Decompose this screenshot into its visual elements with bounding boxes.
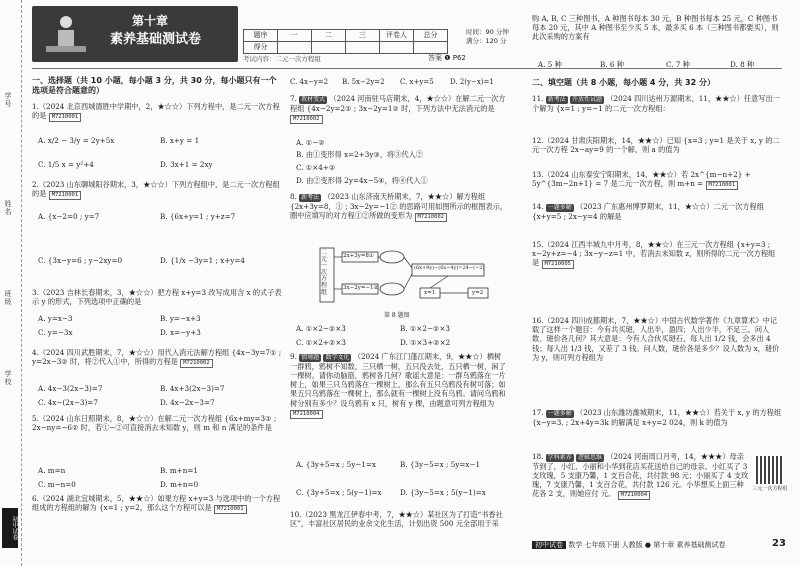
flow-left-label: 二元一次方程组 <box>321 249 328 296</box>
q18-tag: 学科素养 <box>547 454 572 461</box>
q2-stem: 2.（2023 山东聊城阳谷期末，3，★☆☆）下列方程组中，是二元一次方程组的是 <box>32 180 280 199</box>
question-17 <box>532 408 782 427</box>
question-13 <box>532 170 782 190</box>
q8-option-a: A. ①×2−②×3 <box>296 324 346 333</box>
binding-strip <box>0 0 22 566</box>
q15-stem: 15.（2024 江西丰城九中月考，8，★★☆）在三元一次方程组 {x+y=3 ; x−2y+z=−4 ; 3x−y−z=1 中，若消去未知数 z，则所得的二元一次方程组是 <box>532 240 776 268</box>
q1-option-a: A. x/2 − 3/y = 2y+5x <box>38 136 115 145</box>
q2-option-c: C. {3x−y=6 ; y−2xy=0 <box>38 256 123 265</box>
score-cell <box>346 42 380 54</box>
footer-text: 数学 七年级下册 人教版 ● 第十章 素养基础测试卷 <box>568 541 726 549</box>
page-number: 23 <box>772 538 786 549</box>
score-cell: 总分 <box>414 30 448 42</box>
footer-brand: 初中试卷 <box>532 541 566 549</box>
q13-code: M7210001 <box>706 181 739 190</box>
q11-tag: 新考法 <box>547 96 566 103</box>
question-2 <box>32 180 282 200</box>
q1-stem: 1.（2024 北京西城德胜中学期中，2，★☆☆）下列方程中，是二元一次方程的是 <box>32 102 280 121</box>
question-12: 12.（2024 甘肃庆阳期末，14，★★☆）已知 {x=3 ; y=1 是关于 x, y 的二元一次方程 2x−ay=9 的一个解，则 a 的值为 <box>532 136 780 155</box>
score-cell <box>414 42 448 54</box>
q6-stem: 6.（2024 湖北宜城期末，5，★★☆）如果方程 x+y=3 与选项中的一个方程组成的方程组的解为 {x=1 ; y=2，那么这个方程可以是 <box>32 494 281 513</box>
q8-number: 8. <box>290 192 297 201</box>
q3-option-d: D. x=−y+3 <box>160 328 201 337</box>
q13-stem: 13.（2024 山东泰安宁阳期末，14，★★☆）若 2x^{m−n+2} + 5y^{3m−2n+1} = 7 是二元一次方程，则 m+n = <box>532 170 751 189</box>
question-11 <box>532 94 782 113</box>
name-label: 姓名 <box>3 200 12 216</box>
q18-tag2: 逻辑思维 <box>578 454 603 461</box>
q4-option-b: B. 4x+3(2x−3)=7 <box>160 384 225 393</box>
q5-option-b: B. m+n=1 <box>160 466 198 475</box>
q8-option-b: B. ①×2−②×3 <box>400 324 450 333</box>
q17-stem: （2023 山东潍坊潍城期末，11，★★☆）若关于 x, y 的方程组 {x−y=3, ; 2x+4y=3k 的解满足 x+y=2 024，则 k 的值为 <box>532 408 782 427</box>
student-figure-icon <box>42 12 90 56</box>
q2-option-d: D. {1/x −3y=1 ; x+y=4 <box>160 256 245 265</box>
q14-number: 14. <box>532 202 544 211</box>
page-footer <box>532 541 725 550</box>
q2-option-a: A. {x−2=0 ; y=7 <box>38 212 100 221</box>
score-table <box>243 29 448 54</box>
q14-tag: 一题多解 <box>547 204 572 211</box>
question-16: 16.（2024 四川成都期末，7，★★☆）中国古代数学著作《九章算术》中记载了这样一个题目：今有共买琎，人出半，盈四；人出少半，不足三。问人数、琎价各几何？其大意是：今有人合伙买琎石，每人出 1/2 钱，会多出 4 钱；每人出 1/3 钱，又差了 3 钱。问人数，琎价各是多少？设人数为 x，琎价为 y，则可列方程组为 <box>532 316 780 362</box>
q14-stem: （2023 广东惠州博罗期末，11，★☆☆）二元一次方程组 {x+y=5 ; 2x−y=4 的解是 <box>532 202 764 221</box>
q10-option-a: A. 5 种 <box>538 60 562 69</box>
q3-option-b: B. y=−x+3 <box>160 314 201 323</box>
chapter-number: 第十章 <box>132 14 169 28</box>
school-label: 学校 <box>3 370 12 386</box>
question-8 <box>290 192 508 222</box>
question-3: 3.（2023 吉林长春期末，3，★☆☆）把方程 x+y=3 改写成用含 x 的式子表示 y 的形式，下列选项中正确的是 <box>32 288 282 307</box>
flow-caption: 第 8 题图 <box>384 312 410 319</box>
score-cell: 得分 <box>244 42 278 54</box>
section-2-title: 二、填空题（共 8 小题，每小题 4 分，共 32 分） <box>532 78 715 87</box>
q2-code: M7210001 <box>49 191 82 200</box>
student-id-label: 学号 <box>3 92 12 108</box>
q11-number: 11. <box>532 94 544 103</box>
q7-number: 7. <box>290 94 297 103</box>
flow-x: x=1 <box>424 290 436 296</box>
page-title: 素养基础测试卷 <box>110 32 202 47</box>
score-cell: 三 <box>346 30 380 42</box>
q4-option-a: A. 4x−3(2x−3)=7 <box>38 384 103 393</box>
question-18 <box>532 452 750 500</box>
question-4 <box>32 348 282 368</box>
q9-option-b: B. {3y−5=x ; 5y=x−1 <box>400 460 481 469</box>
qr-code-icon[interactable] <box>756 456 784 484</box>
q9-option-c: C. {3y+5=x ; 5(y−1)=x <box>296 488 382 497</box>
score-cell: 二 <box>312 30 346 42</box>
q9-stem: （2024 广东江门蓬江期末，9，★★☆）栖树一群鸦，鸦树不知数，三只栖一树，五只没去处，五只栖一树，闲了一棵树。请你动脑筋，鸦树各几何？歌谣大意是：一群乌鸦落在一片树上，如果三只乌鸦落在一棵树上，那么有五只乌鸦没有树可落；如果五只乌鸦落在一棵树上，那么就有一棵树上没有乌鸦。请问乌鸦和树分别有多少？设乌鸦有 x 只，树有 y 棵，由题意可列方程组为 <box>290 352 506 408</box>
question-5: 5.（2024 山东日照期末，8，★☆☆）在解二元一次方程组 {6x+my=3① ; 2x−ny=−6② 时，若①−②可直接消去未知数 y，则 m 和 n 满足的条件是 <box>32 414 277 433</box>
score-cell <box>380 42 414 54</box>
question-7 <box>290 94 508 124</box>
q4-code: M7210002 <box>180 359 213 368</box>
q4-option-d: D. 4x−2x−3=7 <box>160 398 215 407</box>
chapter-banner <box>32 6 238 62</box>
q3-option-c: C. y=−3x <box>38 328 73 337</box>
q9-option-d: D. {3y−5=x ; 5(y−1)=x <box>400 488 486 497</box>
time-info <box>466 28 509 46</box>
flow-eq2: 3x−2y=−1② <box>343 285 379 291</box>
q18-stem: （2024 河南周口月考，14，★★★）母亲节到了，小红、小丽和小华到花店买花送给自己的母亲。小红买了 3 支玫瑰，5 支康乃馨，1 支百合花，共付款 98 元；小丽买了 4 支玫瑰，7 支康乃馨，1 支百合花，共付款 126 元。小华想买上面三种花各 2 支，则她应付 <box>532 452 749 499</box>
q9-number: 9. <box>290 352 297 361</box>
question-14 <box>532 202 782 221</box>
question-6 <box>32 494 282 514</box>
flow-mid: (6x+9y)−(6x−4y)=24−(−2) <box>414 265 485 271</box>
q7-stem: （2024 河南驻马店期末，4，★☆☆）在解二元一次方程组 {4x−2y=2① ; 3x−2y=1② 时，下列方法中无法消元的是 <box>290 94 506 113</box>
q7-option-d: D. 由②变形得 2y=4x−5④，将④代入① <box>296 176 428 185</box>
q1-option-b: B. x+y = 1 <box>160 136 200 145</box>
q9-option-a: A. {3y+5=x ; 5y−1=x <box>296 460 376 469</box>
q11-stem: （2024 四川达州万源期末，11，★★☆）任意写出一个解为 {x=1 ; y=−1 的二元一次方程组： <box>532 94 780 113</box>
q17-tag: 一题多解 <box>547 410 572 417</box>
q5-option-d: D. m+n=0 <box>160 480 199 489</box>
q5-option-c: C. m−n=0 <box>38 480 76 489</box>
exam-page: 学号 姓名 班级 学校 初中试卷 第十章 素养基础测试卷 题序 一 二 三 评卷人 总分 得分 时间：90 分钟 满分：120 分 考试内容：二元一次方程组 答案 ❶ P62 一、选择题（共 10 小题，每小题 3 分，共 30 分，每小题只有一个选项是符合题意的） 1.（2024 北京西城德胜中学期中，2，★☆☆）下列方程中，是二元一次方程的是 M7210001 A. x/2 − 3/y = 2y+5x B. x+y = 1 C. 1/5 x = y²+4 D. 3x+1 = 2xy 2.（2023 山东聊城阳谷期末，3，★☆☆）下列方程组中，是二元一次方程组的是 M7210001 A. {x−2=0 ; y=7 B. {6x+y=1 ; y+z=7 C. {3x−y=6 ; y−2xy=0 D. {1/x −3y=1 ; x+y=4 3.（2023 吉林长春期末，3，★☆☆）把方程 x+y=3 改写成用含 x 的式子表示 y 的形式，下列选项中正确的是 A. y=x−3 B. y=−x+3 C. y=−3x D. x=−y+3 4.（2024 四川武胜期末，7，★☆☆）用代入消元法解方程组 {4x−3y=7① ; y=2x−3② 时，将②代入①中，所得的方程是 M7210002 A. 4x−3(2x−3)=7 B. 4x+3(2x−3)=7 C. 4x−(2x−3)=7 D. 4x−2x−3=7 5.（2024 山东日照期末，8，★☆☆）在解二元一次方程组 {6x+my=3① ; 2x−ny=−6② 时，若①−②可直接消去未知数 y，则 m 和 n 满足的条件是 A. m=n B. m+n=1 C. m−n=0 D. m+n=0 6.（2024 湖北宜城期末，5，★★☆）如果方程 x+y=3 与选项中的一个方程组成的方程组的解为 {x=1 ; y=2，那么这个方程可以是 M7210001 C. 4x−y=2 B. 5x−2y=2 C. x+y=5 D. 2(y−x)=1 7. 教材变式 （2024 河南驻马店期末，4，★☆☆）在解二元一次方程组 {4x−2y=2① ; 3x−2y=1② 时，下列方法中无法消元的是 M7210002 A. ①−② B. 由①变形得 x=2+3y③，将③代入② C. ①×4+② D. 由②变形得 2y=4x−5④，将④代入① 8. 新考法 （2023 山东济南天桥期末，7，★★☆）解方程组 {2x+3y=8，① ; 3x−2y=−1② 的思路可用如图所示的框图表示，圈中应填写的对方程①②所做的变形为 M7210002 二元一次方程组 2x+3y=8① 3x−2y=−1② (6x+9y)−(6x−4y)=24−(−2) x=1 y=2 第 8 题图 A. ①×2−②×3 B. ①×2−②×3 C. ①×2+②×3 D. ①×3+②×2 9. 情境题 数学文化 （2024 广东江门蓬江期末，9，★★☆）栖树一群鸦，鸦树不知数，三只栖一树，五只没去处，五只栖一树，闲了一棵树。请你动脑筋，鸦树各几何？歌谣大意是：一群乌鸦落在一片树上，如果三只乌鸦落在一棵树上，那么有五只乌鸦没有树可落；如果五只乌鸦落在一棵树上，那么就有一棵树上没有乌鸦。请问乌鸦和树分别有多少？设乌鸦有 x 只，树有 y 棵，由题意可列方程组为 M7210004 A. {3y+5=x ; 5y−1=x B. {3y−5=x ; 5y=x−1 C. {3y+5=x ; 5(y−1)=x D. {3y−5=x ; 5(y−1)=x 10.（2023 黑龙江伊春中考，7，★★☆）某社区为了打造“书香社区”，丰富社区居民的业余文化生活，计划出资 500 元全部用于采 购 A, B, C 三种图书，A 种图书每本 30 元，B 种图书每本 25 元，C 种图书每本 20 元，其中 A 种图书至少买 5 本，最多买 6 本（三种图书都要买），则此次采购的方案有 A. 5 种 B. 6 种 C. 7 种 D. 8 种 二、填空题（共 8 小题，每小题 4 分，共 32 分） 11. 新考法 开放性试题 （2024 四川达州万源期末，11，★★☆）任意写出一个解为 {x=1 ; y=−1 的二元一次方程组： 12.（2024 甘肃庆阳期末，14，★★☆）已知 {x=3 ; y=1 是关于 x, y 的二元一次方程 2x−ay=9 的一个解，则 a 的值为 13.（2024 山东泰安宁阳期末，14，★★☆）若 2x^{m−n+2} + 5y^{3m−2n+1} = 7 是二元一次方程，则 m+n = M7210001 14. 一题多解 （2023 广东惠州博罗期末，11，★☆☆）二元一次方程组 {x+y=5 ; 2x−y=4 的解是 15.（2024 江西丰城九中月考，8，★★☆）在三元一次方程组 {x+y=3 ; x−2y+z=−4 ; 3x−y−z=1 中，若消去未知数 z，则所得的二元一次方程组是 M7210005 16.（2024 四川成都期末，7，★★☆）中国古代数学著作《九章算术》中记载了这样一个题目：今有共买琎，人出半，盈四；人出少半，不足三。问人数、琎价各几何？其大意是：今有人合伙买琎石，每人出 1/2 钱，会多出 4 钱；每人出 1/3 钱，又差了 3 钱。问人数，琎价各是多少？设人数为 x，琎价为 y，则可列方程组为 17. 一题多解 （2023 山东潍坊潍城期末，11，★★☆）若关于 x, y 的方程组 {x−y=3, ; 2x+4y=3k 的解满足 x+y=2 024，则 k 的值为 18. 学科素养 逻辑思维 （2024 河南周口月考，14，★★★）母亲节到了，小红、小丽和小华到花店买花送给自己的母亲。小红买了 3 支玫瑰，5 支康乃馨，1 支百合花，共付款 98 元；小丽买了 4 支玫瑰，7 支康乃馨，1 支百合花，共付款 126 元。小华想买上面三种花各 2 支，则她应付 元。 M7210004 三元一次方程组 初中试卷 数学 七年级下册 人教版 ● 第十章 素养基础测试卷 23 <box>0 0 800 566</box>
publisher-logo: 初中试卷 <box>2 508 18 548</box>
q3-option-a: A. y=x−3 <box>38 314 73 323</box>
q7-code: M7210002 <box>290 115 323 124</box>
question-10: 10.（2023 黑龙江伊春中考，7，★★☆）某社区为了打造“书香社区”，丰富社区居民的业余文化生活，计划出资 500 元全部用于采 <box>290 510 503 529</box>
q5-option-a: A. m=n <box>38 466 66 475</box>
section-1-title: 一、选择题（共 10 小题，每小题 3 分，共 30 分，每小题只有一个选项是符合题意的） <box>32 76 277 96</box>
q7-tag: 教材变式 <box>301 96 326 103</box>
q9-tag: 情境题 <box>301 354 320 361</box>
q9-code: M7210004 <box>290 410 323 419</box>
q7-option-b: B. 由①变形得 x=2+3y③，将③代入② <box>296 150 423 159</box>
q15-code: M7210005 <box>542 260 575 269</box>
q6-code: M7210001 <box>214 505 247 514</box>
q7-option-c: C. ①×4+② <box>296 163 336 172</box>
exam-scope: 考试内容：二元一次方程组 <box>243 55 321 63</box>
q9-tag2: 数学文化 <box>325 354 350 361</box>
score-cell <box>278 42 312 54</box>
q8-option-d: D. ①×3+②×2 <box>400 338 451 347</box>
q18-code: M7210004 <box>618 491 651 500</box>
time-limit: 时间：90 分钟 <box>466 28 509 36</box>
q1-code: M7210001 <box>49 113 82 122</box>
q18-number: 18. <box>532 452 544 461</box>
q10-continued: 购 A, B, C 三种图书，A 种图书每本 30 元，B 种图书每本 25 元，C 种图书每本 20 元，其中 A 种图书至少买 5 本，最多买 6 本（三种图书都要买），则此次采购的方案有 <box>532 14 779 42</box>
answer-ref: 答案 ❶ P62 <box>428 54 466 62</box>
q11-tag2: 开放性试题 <box>572 96 603 103</box>
score-cell: 评卷人 <box>380 30 414 42</box>
q8-option-c: C. ①×2+②×3 <box>296 338 346 347</box>
q10-option-b: B. 6 种 <box>600 60 624 69</box>
class-label: 班级 <box>3 290 12 306</box>
question-9 <box>290 352 508 419</box>
q8-tag: 新考法 <box>301 194 320 201</box>
score-cell: 题序 <box>244 30 278 42</box>
q8-stem: （2023 山东济南天桥期末，7，★★☆）解方程组 {2x+3y=8，① ; 3x−2y=−1② 的思路可用如图所示的框图表示，圈中应填写的对方程①②所做的变形为 <box>290 192 508 220</box>
q2-option-b: B. {6x+y=1 ; y+z=7 <box>160 212 236 221</box>
q8-code: M7210002 <box>415 213 448 222</box>
score-cell: 一 <box>278 30 312 42</box>
question-1 <box>32 102 282 122</box>
q4-option-c: C. 4x−(2x−3)=7 <box>38 398 98 407</box>
full-score: 满分：120 分 <box>466 36 507 45</box>
q17-number: 17. <box>532 408 544 417</box>
score-cell <box>312 42 346 54</box>
q1-option-d: D. 3x+1 = 2xy <box>160 160 213 169</box>
qr-caption: 三元一次方程组 <box>752 486 788 492</box>
flow-y: y=2 <box>472 290 484 296</box>
q10-option-d: D. 8 种 <box>730 60 755 69</box>
q1-option-c: C. 1/5 x = y²+4 <box>38 160 94 169</box>
q10-option-c: C. 7 种 <box>666 60 690 69</box>
flow-eq1: 2x+3y=8① <box>343 253 374 259</box>
q18-unit: 元。 <box>600 489 616 499</box>
question-15 <box>532 240 782 269</box>
q7-option-a: A. ①−② <box>296 138 325 147</box>
q4-stem: 4.（2024 四川武胜期末，7，★☆☆）用代入消元法解方程组 {4x−3y=7① ; y=2x−3② 时，将②代入①中，所得的方程是 <box>32 348 282 367</box>
